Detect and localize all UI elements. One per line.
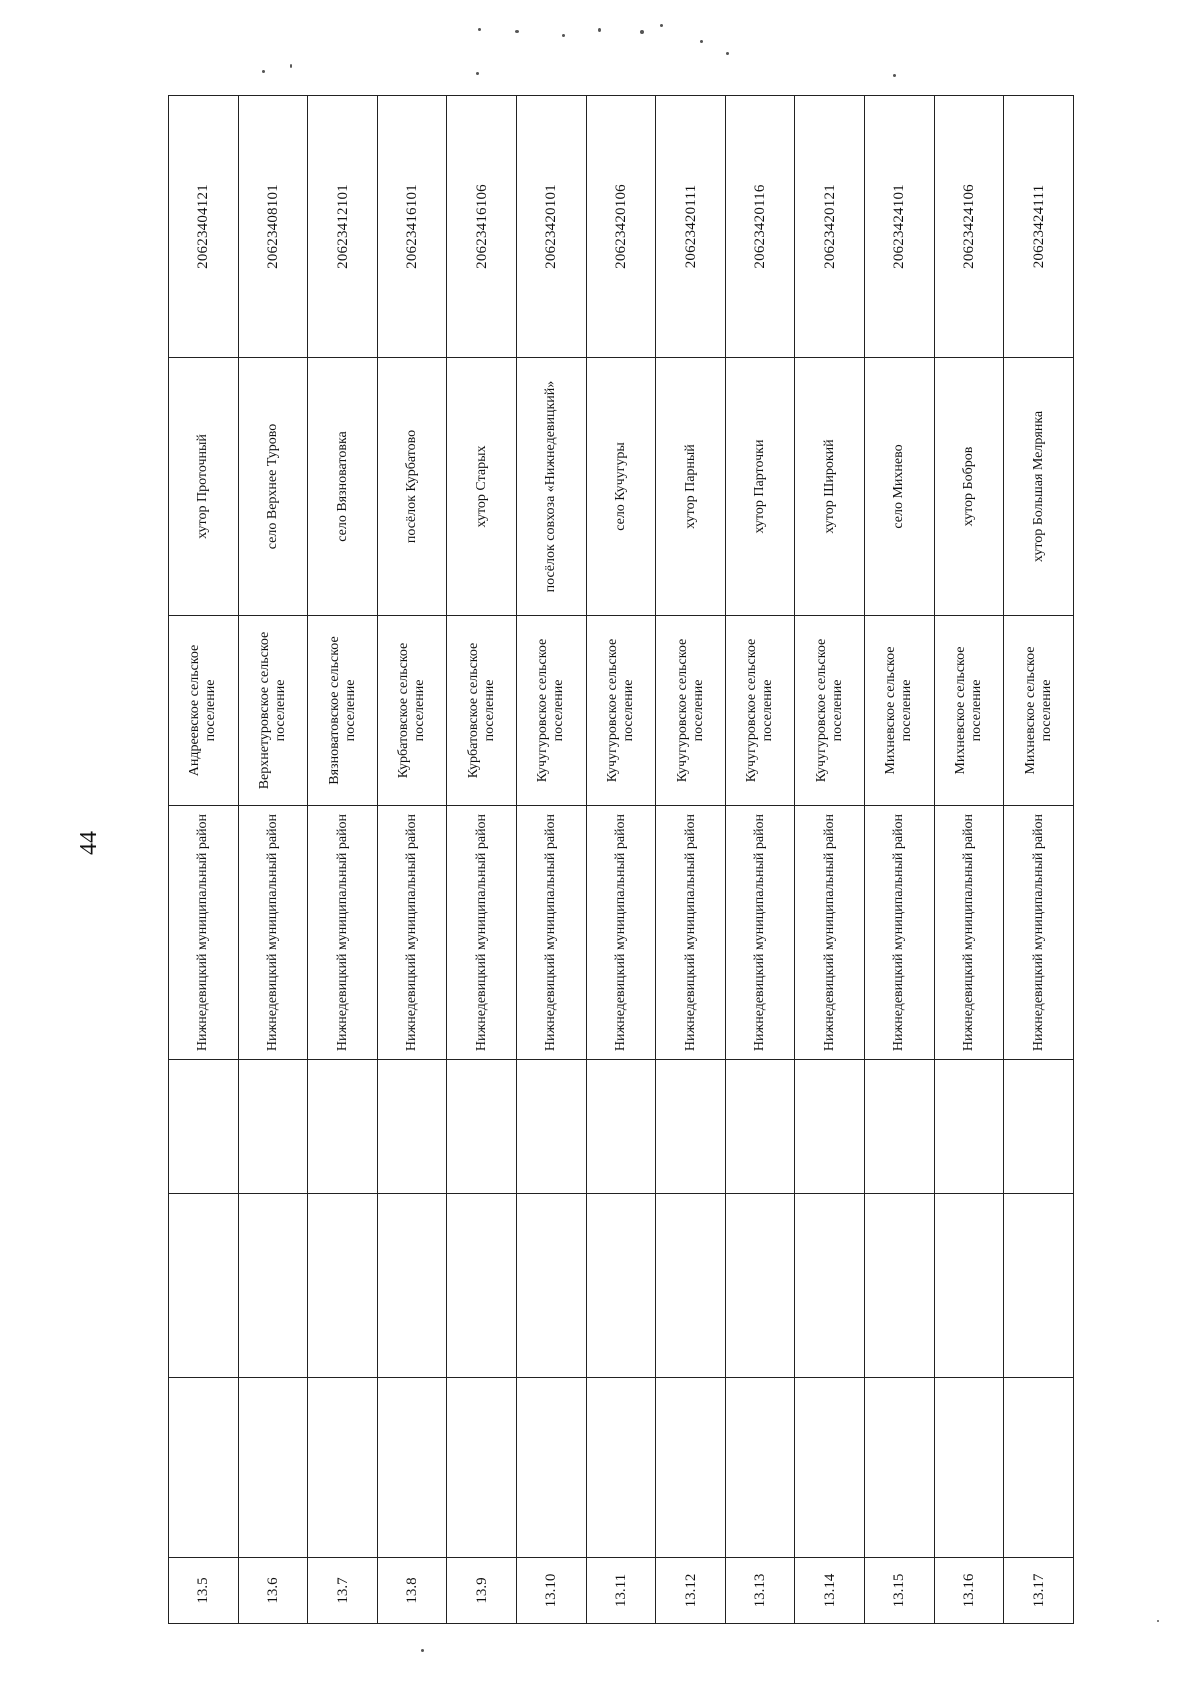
cell-locality: хутор Парточки [725, 358, 795, 616]
cell-settlement: Кучугуровское сельское поселение [517, 616, 587, 806]
table-row [656, 96, 726, 1624]
cell-settlement: Михневское сельское поселение [1004, 616, 1074, 806]
cell-number: 13.5 [169, 1558, 239, 1624]
cell-oktmo-code: 20623408101 [238, 96, 308, 358]
cell-column-2 [1004, 1378, 1074, 1558]
cell-locality: хутор Проточный [169, 358, 239, 616]
cell-column-4 [865, 1060, 935, 1194]
cell-settlement: Андреевское сельское поселение [169, 616, 239, 806]
cell-column-3 [795, 1194, 865, 1378]
cell-column-2 [377, 1378, 447, 1558]
cell-column-3 [447, 1194, 517, 1378]
cell-district: Нижнедевицкий муниципальный район [934, 806, 1004, 1060]
cell-oktmo-code: 20623420111 [656, 96, 726, 358]
cell-column-3 [238, 1194, 308, 1378]
cell-district: Нижнедевицкий муниципальный район [308, 806, 378, 1060]
cell-settlement: Курбатовское сельское поселение [377, 616, 447, 806]
cell-column-2 [447, 1378, 517, 1558]
register-table-rotated [168, 96, 1074, 1624]
cell-column-3 [1004, 1194, 1074, 1378]
cell-number: 13.13 [725, 1558, 795, 1624]
cell-column-4 [795, 1060, 865, 1194]
cell-oktmo-code: 20623416106 [447, 96, 517, 358]
cell-oktmo-code: 20623420106 [586, 96, 656, 358]
cell-column-2 [725, 1378, 795, 1558]
table-row [1004, 96, 1074, 1624]
cell-column-3 [934, 1194, 1004, 1378]
cell-district: Нижнедевицкий муниципальный район [656, 806, 726, 1060]
table-row [586, 96, 656, 1624]
cell-number: 13.10 [517, 1558, 587, 1624]
cell-locality: хутор Широкий [795, 358, 865, 616]
cell-column-2 [795, 1378, 865, 1558]
cell-column-2 [586, 1378, 656, 1558]
register-table-body [169, 96, 1074, 1624]
cell-column-4 [517, 1060, 587, 1194]
cell-number: 13.16 [934, 1558, 1004, 1624]
register-table [168, 95, 1074, 1624]
cell-settlement: Курбатовское сельское поселение [447, 616, 517, 806]
cell-settlement: Михневское сельское поселение [934, 616, 1004, 806]
cell-settlement: Михневское сельское поселение [865, 616, 935, 806]
cell-oktmo-code: 20623424111 [1004, 96, 1074, 358]
cell-column-3 [586, 1194, 656, 1378]
cell-locality: село Кучугуры [586, 358, 656, 616]
cell-locality: посёлок совхоза «Нижнедевицкий» [517, 358, 587, 616]
cell-column-4 [169, 1060, 239, 1194]
cell-oktmo-code: 20623416101 [377, 96, 447, 358]
cell-column-3 [865, 1194, 935, 1378]
cell-column-4 [308, 1060, 378, 1194]
table-row [169, 96, 239, 1624]
cell-column-2 [656, 1378, 726, 1558]
cell-number: 13.14 [795, 1558, 865, 1624]
cell-oktmo-code: 20623404121 [169, 96, 239, 358]
cell-column-4 [725, 1060, 795, 1194]
cell-locality: хутор Большая Мелрянка [1004, 358, 1074, 616]
table-row [725, 96, 795, 1624]
table-row [934, 96, 1004, 1624]
cell-column-3 [517, 1194, 587, 1378]
cell-district: Нижнедевицкий муниципальный район [1004, 806, 1074, 1060]
register-table-frame [168, 96, 1074, 1624]
cell-number: 13.11 [586, 1558, 656, 1624]
cell-oktmo-code: 20623420116 [725, 96, 795, 358]
cell-oktmo-code: 20623424101 [865, 96, 935, 358]
cell-oktmo-code: 20623424106 [934, 96, 1004, 358]
cell-column-4 [586, 1060, 656, 1194]
cell-column-2 [169, 1378, 239, 1558]
table-row [377, 96, 447, 1624]
cell-column-2 [308, 1378, 378, 1558]
cell-locality: посёлок Курбатово [377, 358, 447, 616]
table-row [447, 96, 517, 1624]
cell-district: Нижнедевицкий муниципальный район [447, 806, 517, 1060]
cell-district: Нижнедевицкий муниципальный район [865, 806, 935, 1060]
cell-settlement: Вязноватовское сельское поселение [308, 616, 378, 806]
cell-number: 13.12 [656, 1558, 726, 1624]
cell-district: Нижнедевицкий муниципальный район [377, 806, 447, 1060]
table-row [517, 96, 587, 1624]
cell-column-4 [238, 1060, 308, 1194]
cell-district: Нижнедевицкий муниципальный район [169, 806, 239, 1060]
table-row [308, 96, 378, 1624]
cell-district: Нижнедевицкий муниципальный район [238, 806, 308, 1060]
cell-locality: хутор Парный [656, 358, 726, 616]
cell-column-3 [377, 1194, 447, 1378]
cell-settlement: Кучугуровское сельское поселение [586, 616, 656, 806]
cell-oktmo-code: 20623420121 [795, 96, 865, 358]
cell-column-2 [517, 1378, 587, 1558]
cell-number: 13.15 [865, 1558, 935, 1624]
cell-number: 13.9 [447, 1558, 517, 1624]
table-row [795, 96, 865, 1624]
cell-settlement: Кучугуровское сельское поселение [725, 616, 795, 806]
cell-oktmo-code: 20623420101 [517, 96, 587, 358]
cell-number: 13.6 [238, 1558, 308, 1624]
cell-number: 13.8 [377, 1558, 447, 1624]
cell-district: Нижнедевицкий муниципальный район [795, 806, 865, 1060]
cell-settlement: Кучугуровское сельское поселение [656, 616, 726, 806]
cell-district: Нижнедевицкий муниципальный район [517, 806, 587, 1060]
cell-number: 13.7 [308, 1558, 378, 1624]
table-row [865, 96, 935, 1624]
cell-column-3 [308, 1194, 378, 1378]
cell-settlement: Верхнетуровское сельское поселение [238, 616, 308, 806]
cell-locality: село Вязноватовка [308, 358, 378, 616]
cell-column-3 [169, 1194, 239, 1378]
cell-settlement: Кучугуровское сельское поселение [795, 616, 865, 806]
cell-column-4 [447, 1060, 517, 1194]
cell-column-2 [934, 1378, 1004, 1558]
table-row [238, 96, 308, 1624]
cell-locality: село Верхнее Турово [238, 358, 308, 616]
cell-column-4 [656, 1060, 726, 1194]
cell-district: Нижнедевицкий муниципальный район [725, 806, 795, 1060]
cell-column-4 [934, 1060, 1004, 1194]
cell-column-4 [377, 1060, 447, 1194]
cell-column-2 [865, 1378, 935, 1558]
cell-column-4 [1004, 1060, 1074, 1194]
page-number: 44 [76, 831, 102, 855]
cell-district: Нижнедевицкий муниципальный район [586, 806, 656, 1060]
cell-column-2 [238, 1378, 308, 1558]
cell-column-3 [656, 1194, 726, 1378]
cell-locality: хутор Старых [447, 358, 517, 616]
cell-column-3 [725, 1194, 795, 1378]
cell-oktmo-code: 20623412101 [308, 96, 378, 358]
cell-locality: хутор Бобров [934, 358, 1004, 616]
cell-locality: село Михнево [865, 358, 935, 616]
cell-number: 13.17 [1004, 1558, 1074, 1624]
